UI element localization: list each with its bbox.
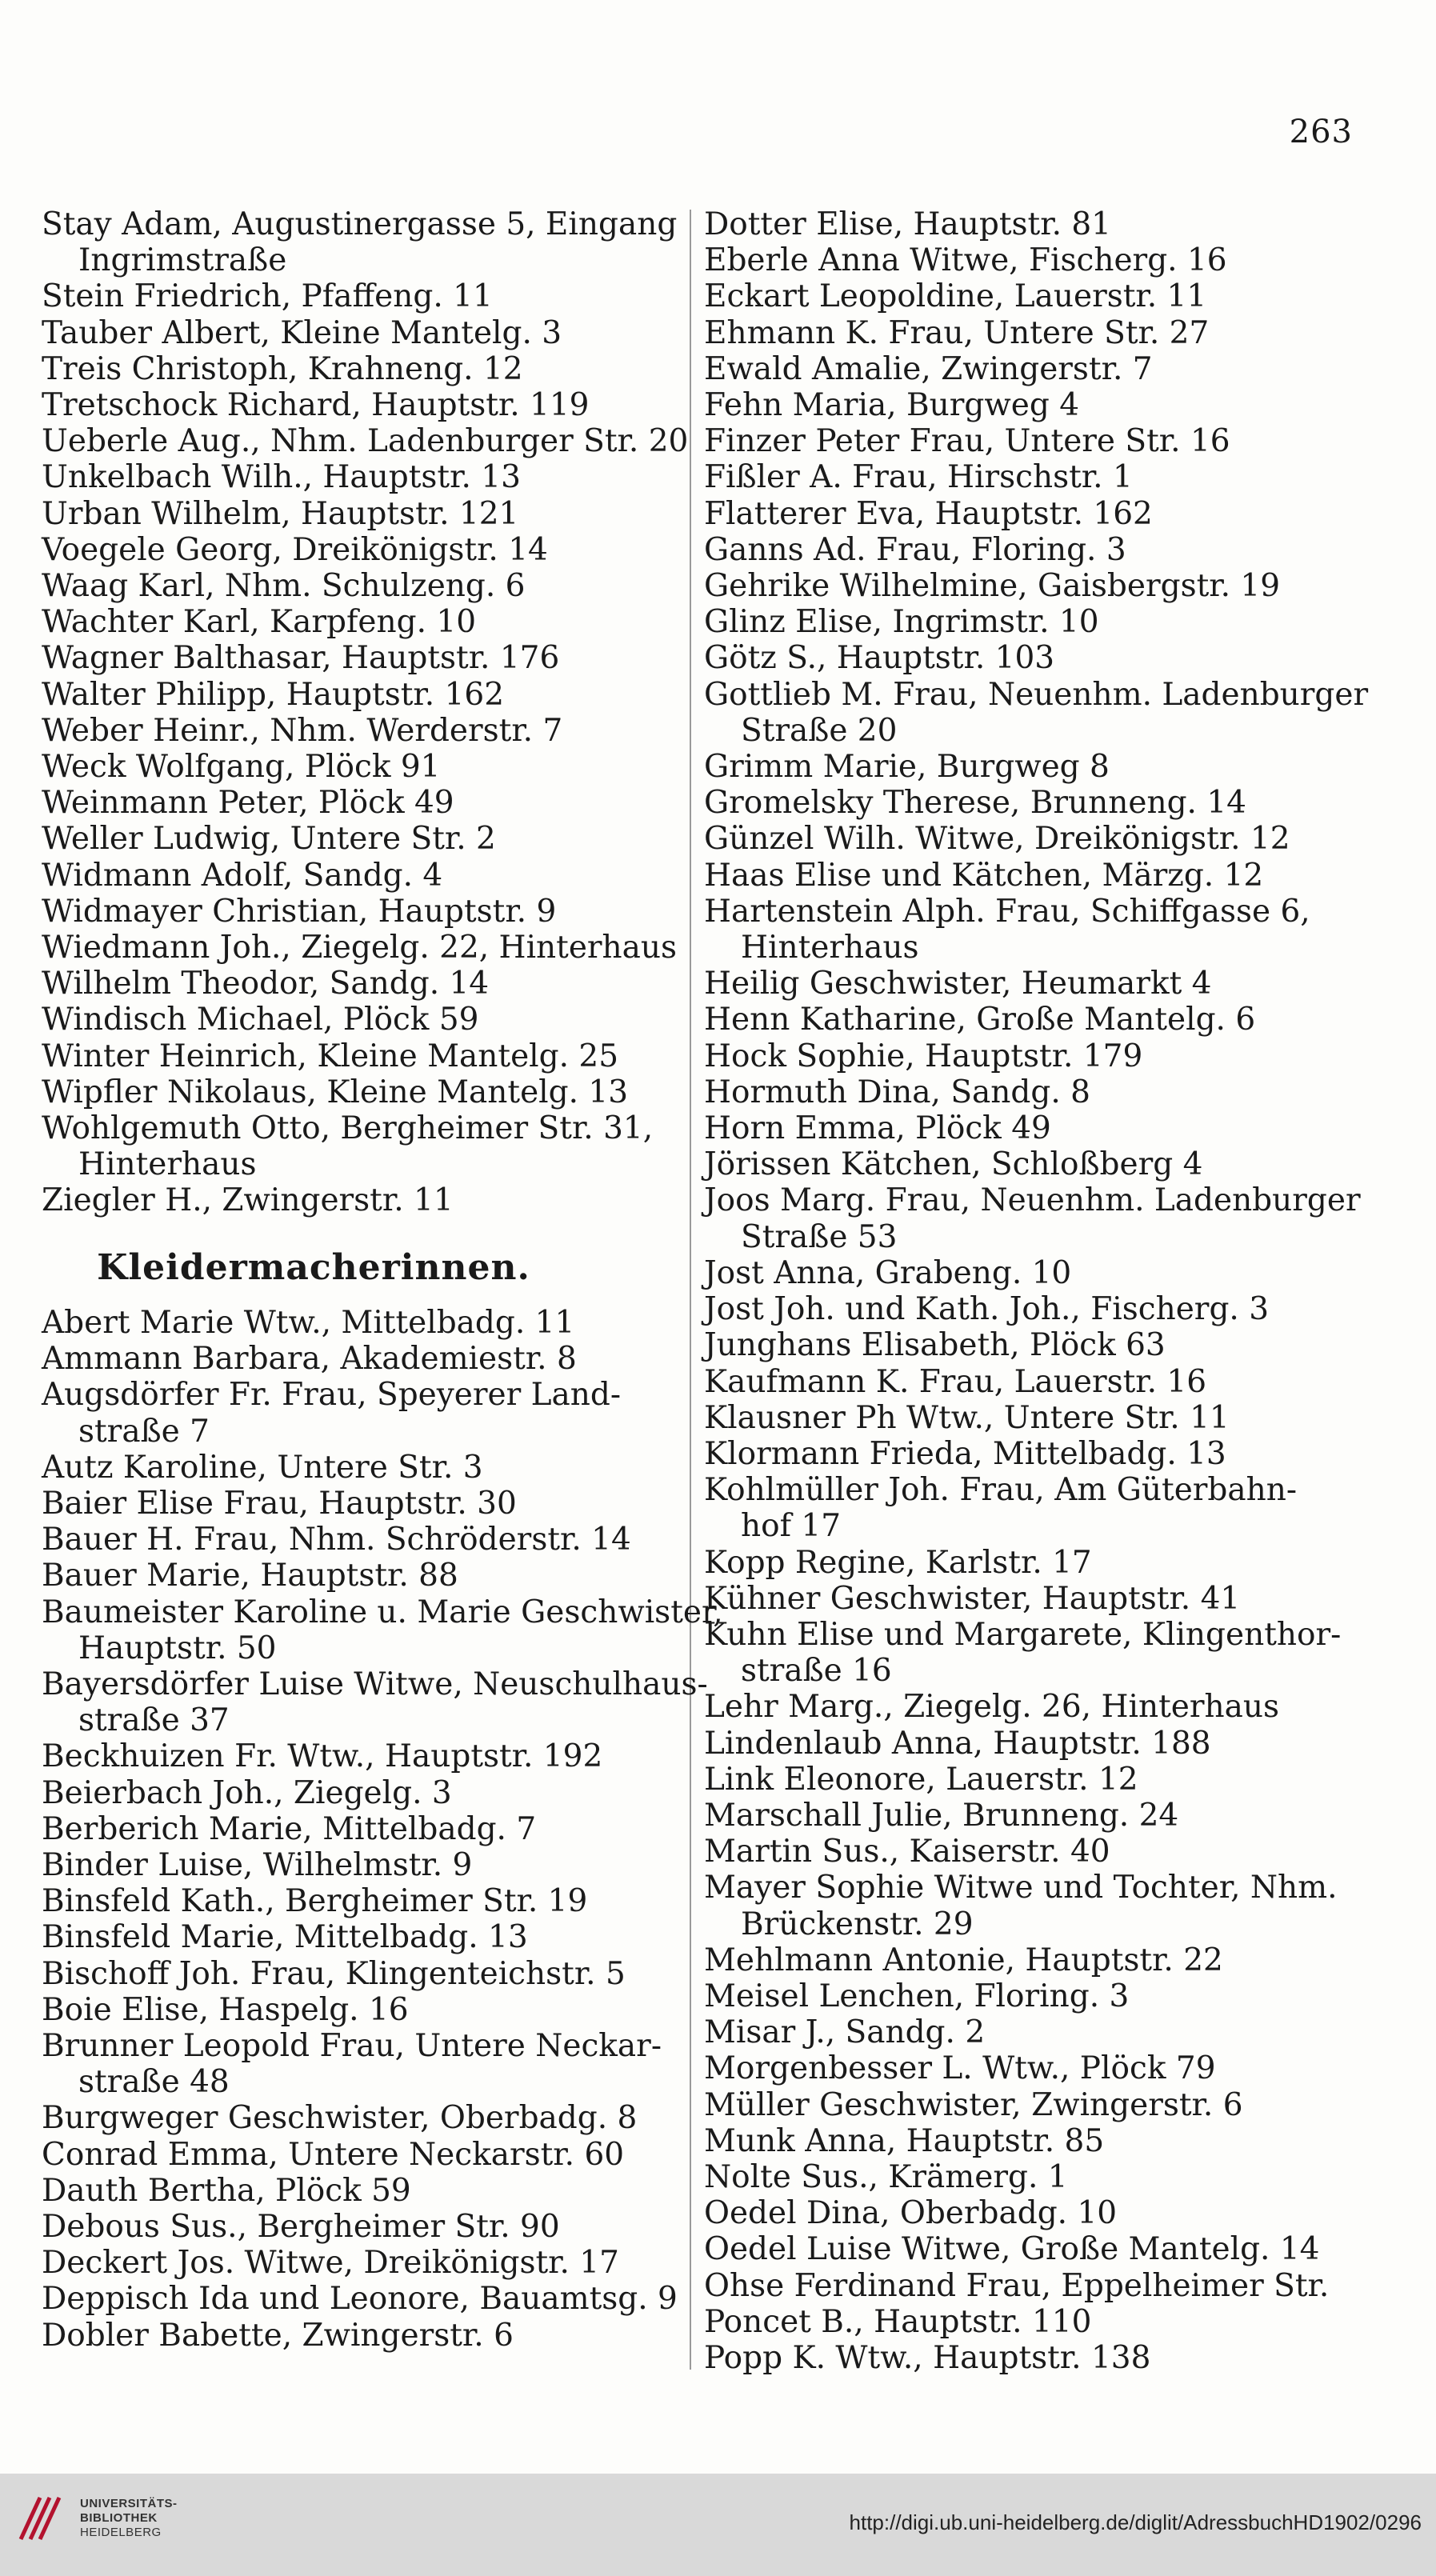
footer-bar [0, 2474, 1436, 2576]
directory-entry: Winter Heinrich, Kleine Mantelg. 25 [42, 1038, 619, 1074]
library-logo-icon [16, 2493, 67, 2544]
directory-entry: Urban Wilhelm, Hauptstr. 121 [42, 495, 519, 532]
directory-entry: Binsfeld Marie, Mittelbadg. 13 [42, 1919, 528, 1956]
directory-entry-continuation: Ingrimstraße [78, 242, 287, 279]
directory-entry: Weller Ludwig, Untere Str. 2 [42, 821, 496, 858]
logo-line-2: BIBLIOTHEK [80, 2511, 158, 2525]
directory-entry: Tauber Albert, Kleine Mantelg. 3 [42, 314, 562, 351]
directory-entry: Ewald Amalie, Zwingerstr. 7 [704, 350, 1153, 387]
directory-entry: Brunner Leopold Frau, Untere Neckar- [42, 2027, 662, 2064]
section-heading: Kleidermacherinnen. [97, 1246, 530, 1288]
directory-entry-continuation: Brückenstr. 29 [741, 1906, 974, 1942]
directory-list-dressmakers [42, 1304, 723, 2354]
library-logo-text [80, 2497, 178, 2540]
directory-entry: Wilhelm Theodor, Sandg. 14 [42, 966, 490, 1002]
page-number: 263 [1289, 114, 1353, 150]
directory-entry: Poncet B., Hauptstr. 110 [704, 2303, 1092, 2340]
directory-entry: Horn Emma, Plöck 49 [704, 1110, 1051, 1147]
directory-entry: Baumeister Karoline u. Marie Geschwister, [42, 1594, 723, 1630]
directory-entry-continuation: Hinterhaus [78, 1146, 257, 1183]
directory-entry: Grimm Marie, Burgweg 8 [704, 749, 1110, 786]
directory-entry: Hormuth Dina, Sandg. 8 [704, 1074, 1090, 1110]
directory-entry: Marschall Julie, Brunneng. 24 [704, 1797, 1179, 1834]
directory-entry: Widmayer Christian, Hauptstr. 9 [42, 893, 557, 930]
directory-entry: Weck Wolfgang, Plöck 91 [42, 749, 441, 786]
directory-entry: Bauer Marie, Hauptstr. 88 [42, 1558, 458, 1594]
directory-entry: Bischoff Joh. Frau, Klingenteichstr. 5 [42, 1955, 626, 1992]
directory-entry-continuation: straße 48 [78, 2064, 230, 2101]
directory-entry: Kaufmann K. Frau, Lauerstr. 16 [704, 1363, 1207, 1400]
directory-entry: Popp K. Wtw., Hauptstr. 138 [704, 2339, 1151, 2376]
right-column [704, 206, 1369, 2376]
directory-entry: Unkelbach Wilh., Hauptstr. 13 [42, 459, 521, 496]
directory-entry: Joos Marg. Frau, Neuenhm. Ladenburger [704, 1182, 1361, 1219]
directory-entry: Fehn Maria, Burgweg 4 [704, 387, 1080, 424]
directory-entry-continuation: straße 37 [78, 1702, 230, 1739]
directory-entry-continuation: Straße 53 [741, 1218, 898, 1255]
directory-entry: Kopp Regine, Karlstr. 17 [704, 1544, 1092, 1581]
left-column [42, 206, 723, 2354]
directory-entry: Bauer H. Frau, Nhm. Schröderstr. 14 [42, 1522, 631, 1558]
source-url-link[interactable]: http://digi.ub.uni-heidelberg.de/diglit/AdressbuchHD1902/0296 [849, 2510, 1422, 2534]
directory-entry: Binsfeld Kath., Bergheimer Str. 19 [42, 1883, 588, 1920]
directory-entry: Wiedmann Joh., Ziegelg. 22, Hinterhaus [42, 930, 678, 966]
directory-entry: Kühner Geschwister, Hauptstr. 41 [704, 1580, 1241, 1617]
directory-entry: Wipfler Nikolaus, Kleine Mantelg. 13 [42, 1074, 629, 1110]
directory-entry: Kohlmüller Joh. Frau, Am Güterbahn- [704, 1472, 1298, 1509]
directory-entry: Klausner Ph Wtw., Untere Str. 11 [704, 1399, 1230, 1436]
directory-entry: Morgenbesser L. Wtw., Plöck 79 [704, 2050, 1216, 2087]
directory-entry: Tretschock Richard, Hauptstr. 119 [42, 387, 590, 424]
directory-entry: Widmann Adolf, Sandg. 4 [42, 857, 443, 894]
directory-entry: Stein Friedrich, Pfaffeng. 11 [42, 278, 493, 315]
directory-entry-continuation: Hinterhaus [741, 930, 919, 966]
directory-entry: Walter Philipp, Hauptstr. 162 [42, 676, 505, 713]
directory-entry: Wohlgemuth Otto, Bergheimer Str. 31, [42, 1110, 654, 1147]
directory-entry: Hartenstein Alph. Frau, Schiffgasse 6, [704, 893, 1310, 930]
directory-entry: Beierbach Joh., Ziegelg. 3 [42, 1774, 452, 1811]
directory-entry: Stay Adam, Augustinergasse 5, Eingang [42, 206, 678, 242]
directory-entry: Munk Anna, Hauptstr. 85 [704, 2122, 1105, 2159]
directory-entry: Lindenlaub Anna, Hauptstr. 188 [704, 1725, 1211, 1762]
directory-entry-continuation: straße 7 [78, 1413, 210, 1450]
directory-entry-continuation: Hauptstr. 50 [78, 1630, 277, 1666]
directory-entry: Ganns Ad. Frau, Floring. 3 [704, 531, 1126, 568]
directory-entry: Kuhn Elise und Margarete, Klingenthor- [704, 1616, 1342, 1653]
directory-entry: Deckert Jos. Witwe, Dreikönigstr. 17 [42, 2245, 619, 2282]
directory-entry: Gottlieb M. Frau, Neuenhm. Ladenburger [704, 676, 1369, 713]
directory-entry: Jost Joh. und Kath. Joh., Fischerg. 3 [704, 1291, 1270, 1328]
directory-entry: Ueberle Aug., Nhm. Ladenburger Str. 20 [42, 423, 689, 460]
directory-entry: Windisch Michael, Plöck 59 [42, 1002, 479, 1038]
directory-entry: Gehrike Wilhelmine, Gaisbergstr. 19 [704, 568, 1281, 605]
directory-entry-continuation: straße 16 [741, 1653, 892, 1690]
directory-entry: Misar J., Sandg. 2 [704, 2014, 986, 2051]
directory-entry: Klormann Frieda, Mittelbadg. 13 [704, 1435, 1226, 1472]
directory-entry-continuation: Straße 20 [741, 712, 898, 749]
directory-entry: Lehr Marg., Ziegelg. 26, Hinterhaus [704, 1689, 1279, 1726]
directory-entry: Conrad Emma, Untere Neckarstr. 60 [42, 2136, 625, 2173]
column-divider [690, 210, 691, 2370]
logo-line-1: UNIVERSITÄTS- [80, 2497, 178, 2510]
directory-entry: Autz Karoline, Untere Str. 3 [42, 1449, 483, 1486]
directory-entry: Götz S., Hauptstr. 103 [704, 640, 1055, 677]
directory-entry: Bayersdörfer Luise Witwe, Neuschulhaus- [42, 1666, 708, 1702]
directory-entry: Nolte Sus., Krämerg. 1 [704, 2158, 1068, 2195]
directory-entry: Oedel Dina, Oberbadg. 10 [704, 2195, 1118, 2232]
directory-entry: Wagner Balthasar, Hauptstr. 176 [42, 640, 560, 677]
directory-list-right [704, 206, 1369, 2376]
directory-entry: Burgweger Geschwister, Oberbadg. 8 [42, 2100, 638, 2137]
directory-entry: Glinz Elise, Ingrimstr. 10 [704, 604, 1099, 641]
library-logo[interactable] [16, 2493, 178, 2544]
directory-entry-continuation: hof 17 [741, 1508, 842, 1545]
directory-entry: Boie Elise, Haspelg. 16 [42, 1991, 409, 2028]
directory-entry: Dauth Bertha, Plöck 59 [42, 2172, 411, 2209]
directory-entry: Berberich Marie, Mittelbadg. 7 [42, 1810, 537, 1847]
directory-entry: Wachter Karl, Karpfeng. 10 [42, 604, 477, 641]
directory-entry: Eckart Leopoldine, Lauerstr. 11 [704, 278, 1207, 315]
directory-entry: Finzer Peter Frau, Untere Str. 16 [704, 423, 1230, 460]
directory-entry: Beckhuizen Fr. Wtw., Hauptstr. 192 [42, 1738, 603, 1775]
directory-entry: Hock Sophie, Hauptstr. 179 [704, 1038, 1143, 1074]
directory-entry: Ehmann K. Frau, Untere Str. 27 [704, 314, 1210, 351]
directory-entry: Jost Anna, Grabeng. 10 [704, 1254, 1072, 1291]
directory-entry: Ohse Ferdinand Frau, Eppelheimer Str. [704, 2267, 1330, 2304]
directory-entry: Augsdörfer Fr. Frau, Speyerer Land- [42, 1377, 622, 1414]
directory-entry: Flatterer Eva, Hauptstr. 162 [704, 495, 1153, 532]
directory-entry: Fißler A. Frau, Hirschstr. 1 [704, 459, 1133, 496]
logo-line-3: HEIDELBERG [80, 2526, 162, 2539]
directory-entry: Dotter Elise, Hauptstr. 81 [704, 206, 1111, 242]
directory-entry: Link Eleonore, Lauerstr. 12 [704, 1761, 1138, 1798]
directory-entry: Abert Marie Wtw., Mittelbadg. 11 [42, 1304, 575, 1341]
directory-entry: Martin Sus., Kaiserstr. 40 [704, 1834, 1110, 1870]
directory-entry: Baier Elise Frau, Hauptstr. 30 [42, 1485, 517, 1522]
directory-entry: Haas Elise und Kätchen, Märzg. 12 [704, 857, 1264, 894]
directory-entry: Treis Christoph, Krahneng. 12 [42, 350, 523, 387]
directory-entry: Mehlmann Antonie, Hauptstr. 22 [704, 1942, 1223, 1978]
directory-entry: Voegele Georg, Dreikönigstr. 14 [42, 531, 548, 568]
directory-entry: Debous Sus., Bergheimer Str. 90 [42, 2208, 560, 2245]
directory-entry: Mayer Sophie Witwe und Tochter, Nhm. [704, 1870, 1338, 1906]
directory-entry: Henn Katharine, Große Mantelg. 6 [704, 1002, 1256, 1038]
directory-list-left [42, 206, 689, 1219]
directory-entry: Ammann Barbara, Akademiestr. 8 [42, 1341, 577, 1378]
directory-entry: Binder Luise, Wilhelmstr. 9 [42, 1846, 473, 1883]
directory-entry: Gromelsky Therese, Brunneng. 14 [704, 785, 1246, 822]
directory-entry: Junghans Elisabeth, Plöck 63 [704, 1327, 1166, 1364]
directory-entry: Günzel Wilh. Witwe, Dreikönigstr. 12 [704, 821, 1290, 858]
directory-entry: Weber Heinr., Nhm. Werderstr. 7 [42, 712, 563, 749]
directory-entry: Dobler Babette, Zwingerstr. 6 [42, 2317, 514, 2354]
directory-entry: Müller Geschwister, Zwingerstr. 6 [704, 2086, 1243, 2123]
directory-entry: Ziegler H., Zwingerstr. 11 [42, 1182, 454, 1219]
directory-entry: Deppisch Ida und Leonore, Bauamtsg. 9 [42, 2281, 678, 2318]
directory-entry: Eberle Anna Witwe, Fischerg. 16 [704, 242, 1227, 279]
directory-entry: Waag Karl, Nhm. Schulzeng. 6 [42, 568, 526, 605]
directory-entry: Oedel Luise Witwe, Große Mantelg. 14 [704, 2231, 1320, 2268]
directory-entry: Heilig Geschwister, Heumarkt 4 [704, 966, 1212, 1002]
directory-entry: Meisel Lenchen, Floring. 3 [704, 1978, 1130, 2014]
directory-entry: Weinmann Peter, Plöck 49 [42, 785, 454, 822]
directory-entry: Jörissen Kätchen, Schloßberg 4 [704, 1146, 1203, 1183]
